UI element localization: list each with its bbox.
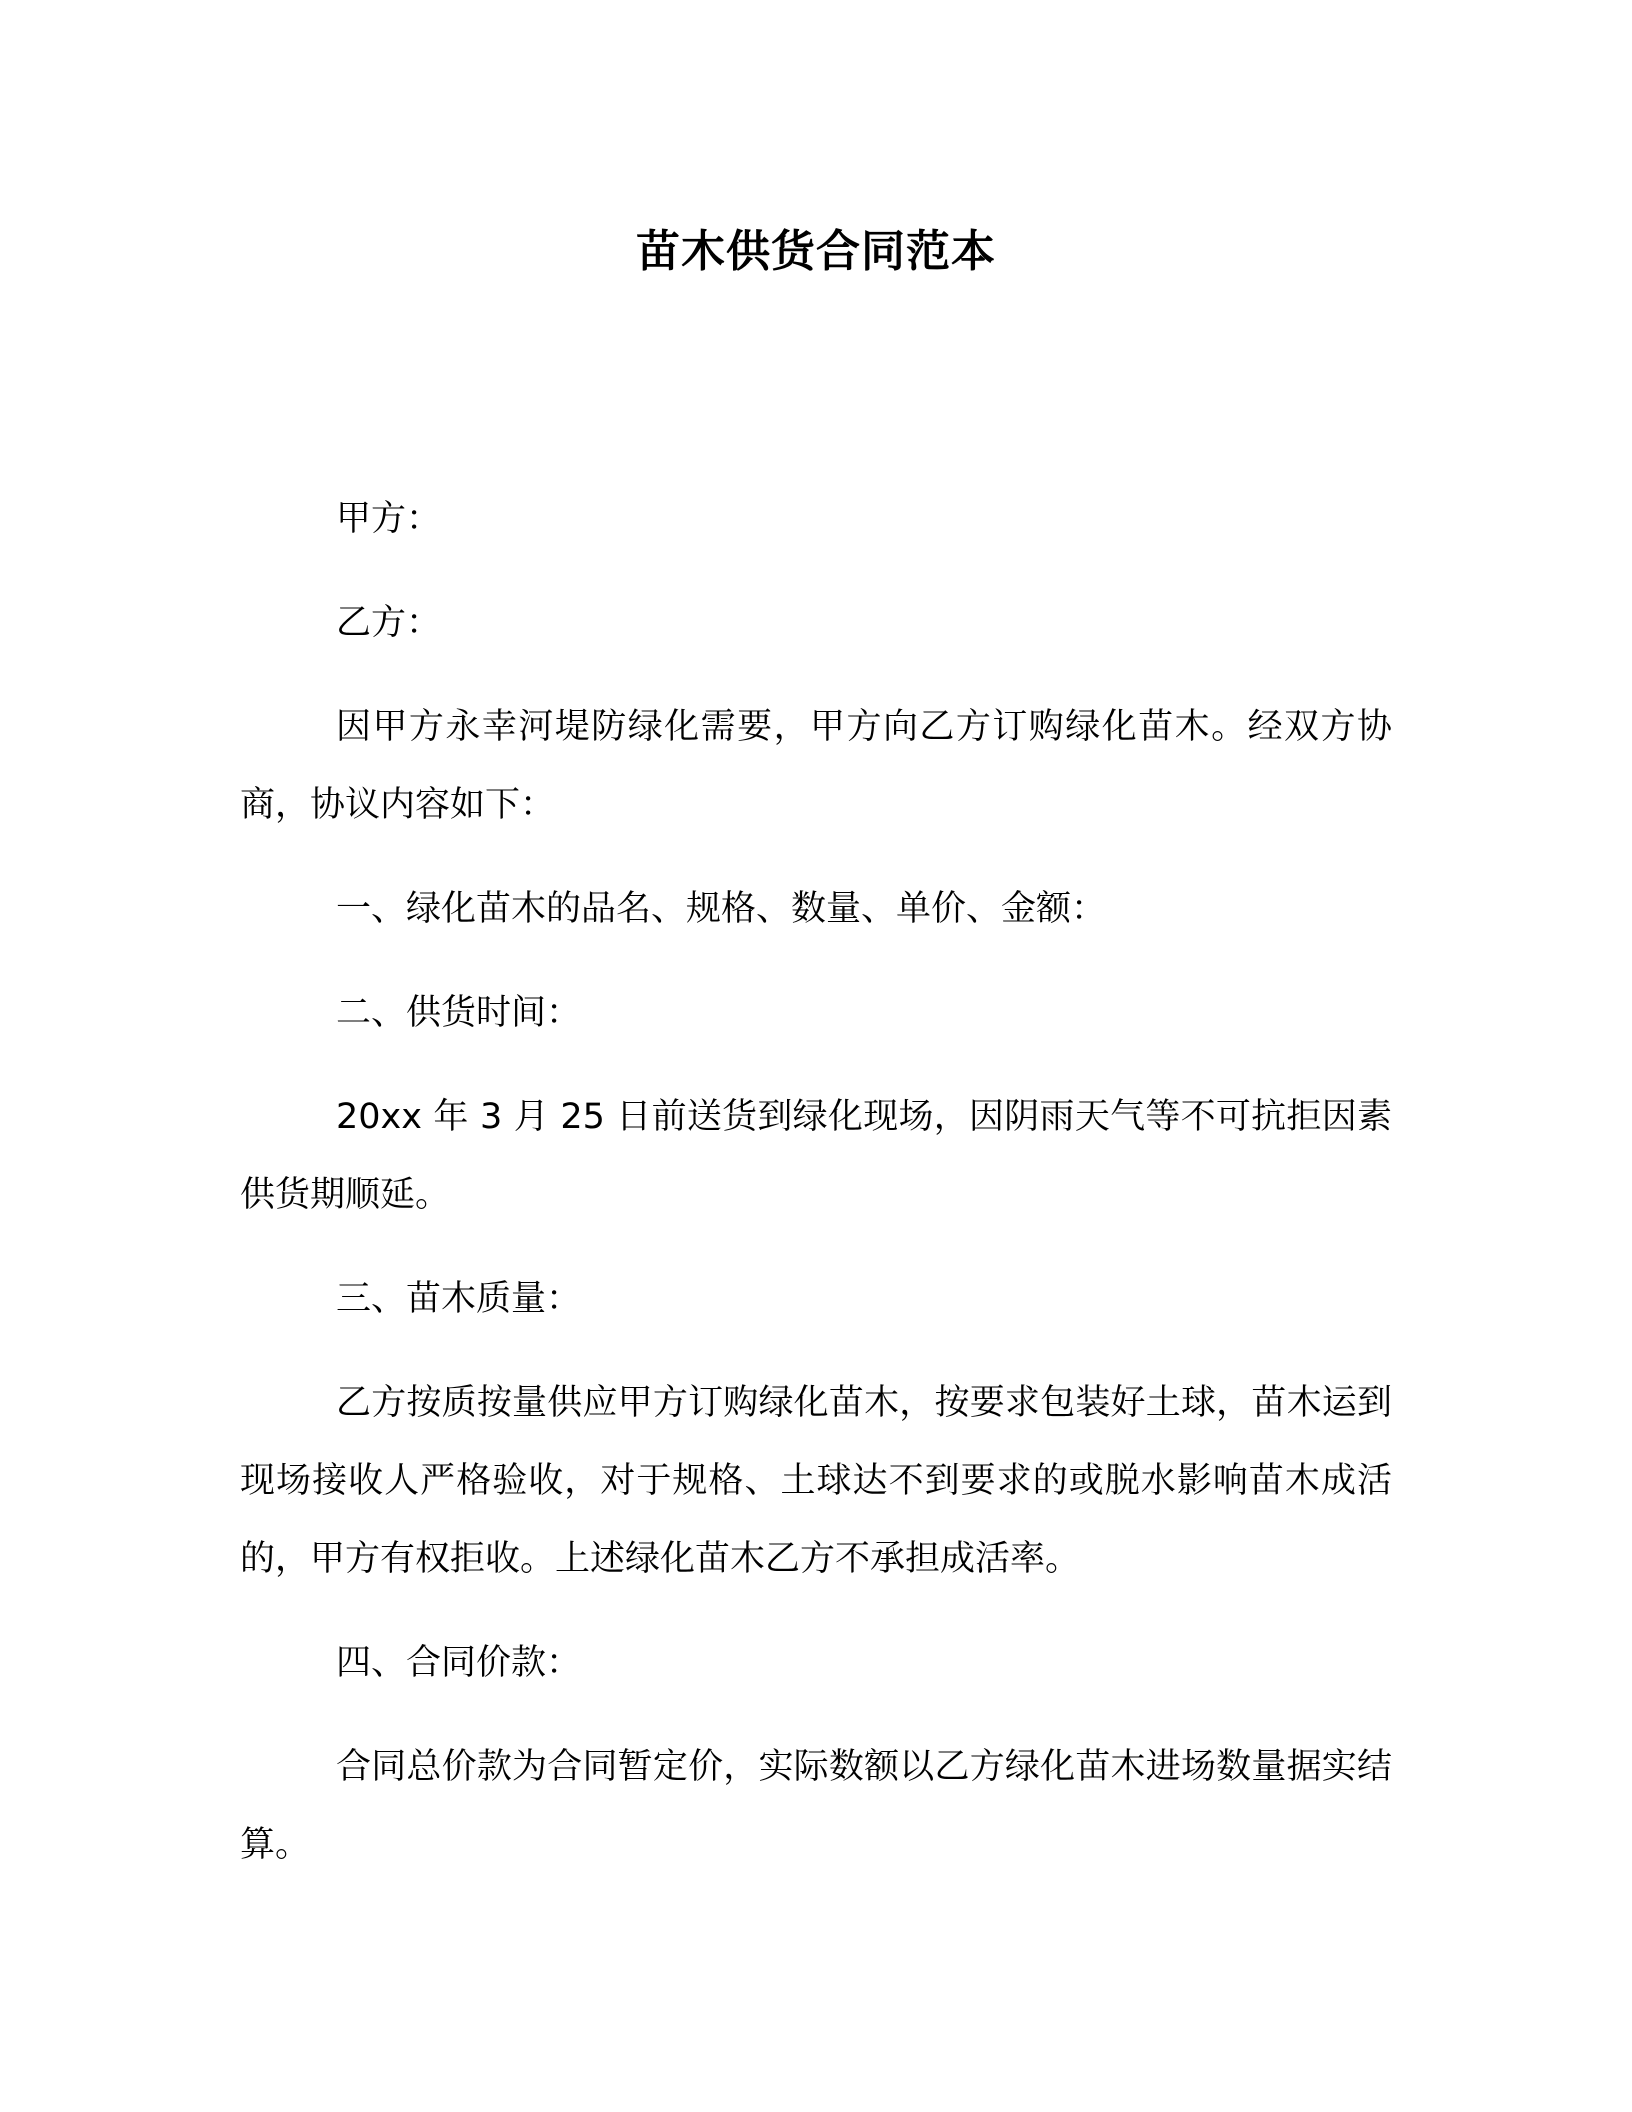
- section-2-heading: 二、供货时间：: [336, 993, 582, 1033]
- preamble-paragraph: 因甲方永幸河堤防绿化需要，甲方向乙方订购绿化苗木。经双方协商，协议内容如下：: [240, 707, 1392, 825]
- section-2-paragraph: 20xx 年 3 月 25 日前送货到绿化现场，因阴雨天气等不可抗拒因素供货期顺延。: [240, 1097, 1392, 1215]
- party-b-line: 乙方：: [336, 603, 442, 643]
- section-4-paragraph: 合同总价款为合同暂定价，实际数额以乙方绿化苗木进场数量据实结算。: [240, 1747, 1392, 1865]
- section-3-paragraph: 乙方按质按量供应甲方订购绿化苗木，按要求包装好土球，苗木运到现场接收人严格验收，对于规格、土球达不到要求的或脱水影响苗木成活的，甲方有权拒收。上述绿化苗木乙方不承担成活率。: [240, 1383, 1392, 1579]
- section-1-heading: 一、绿化苗木的品名、规格、数量、单价、金额：: [336, 889, 1107, 929]
- party-a-line: 甲方：: [336, 499, 442, 539]
- section-4-heading: 四、合同价款：: [336, 1643, 582, 1683]
- document-title: 苗木供货合同范本: [636, 226, 996, 277]
- section-3-heading: 三、苗木质量：: [336, 1279, 582, 1319]
- document-body: [240, 480, 1392, 1910]
